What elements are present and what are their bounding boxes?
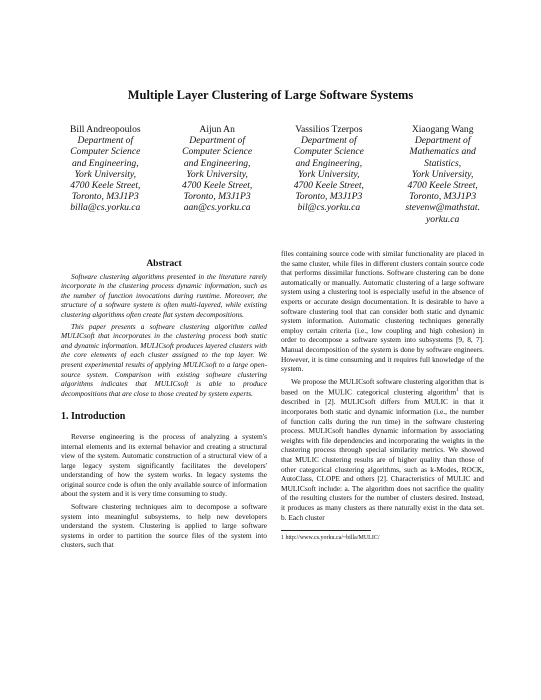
abstract-heading: Abstract bbox=[146, 259, 182, 269]
body-text: that is described in [2]. MULICsoft differs from MULIC in that it incorporates both static and dynamic information (i.e., the number of function calls during the run time) in the software clustering process. MULICsoft handles dynamic information by associating weights with file dependencies and incorporating the weights in the clustering process through special similarity metrics. We showed that MULIC clustering results are of higher quality than those of other categorical clustering algorithms, such as k-Modes, ROCK, AutoClass, CLOPE and others [2]. Characteristics of MULIC and MULICsoft include: a. The algorithm does not sacrifice the quality of the resulting clusters for the number of clusters desired. Instead, it produces as many clusters as there naturally exist in the data set. b. Each cluster bbox=[281, 387, 484, 522]
author-1 bbox=[70, 124, 141, 225]
abstract-paragraph-2: This paper presents a software clustering algorithm called MULICsoft that incorporates in the clustering process both static and dynamic information. MULICsoft produces layered clusters with the core elements of each cluster assigned to the top layer. We present experimental results of applying MULICsoft to a large open-source system. Comparison with existing software clustering algorithms indicates that MULICsoft is able to produce decompositions that are close to those created by system experts. bbox=[61, 321, 267, 398]
author-name: Bill Andreopoulos bbox=[70, 124, 141, 135]
right-column bbox=[281, 249, 484, 542]
abstract-section bbox=[61, 260, 267, 398]
paper-title: Multiple Layer Clustering of Large Software Systems bbox=[127, 88, 414, 102]
author-affiliation: Department of Computer Science and Engineering, York University, 4700 Keele Street, Toronto, M3J1P3 billa@cs.yorku.ca bbox=[70, 135, 141, 214]
body-paragraph-2 bbox=[281, 377, 484, 522]
body-paragraph-1: files containing source code with similar functionality are placed in the same cluster, while files in different clusters contain source code that performs dissimilar functions. Software clustering can be done automatically or manually. Automatic clustering of a large software system using a clustering tool is especially useful in the absence of experts or accurate design documentation. It is desirable to have a software clustering tool that can consider both static and dynamic system information. Automatic clustering techniques generally employ certain criteria (i.e., low coupling and high cohesion) in order to decompose a software system into subsystems [9, 8, 7]. Manual decomposition of the system is done by software engineers. However, it is time consuming and it requires full knowledge of the system. bbox=[281, 249, 484, 374]
footnote-marker: 1 bbox=[456, 388, 459, 394]
author-affiliation: Department of Computer Science and Engineering, York University, 4700 Keele Street, Toronto, M3J1P3 aan@cs.yorku.ca bbox=[182, 135, 253, 214]
footnote: 1 http://www.cs.yorku.ca/~billa/MULIC/ bbox=[281, 535, 380, 542]
intro-paragraph-2: Software clustering techniques aim to decompose a software system into meaningful subsystems, to help new developers understand the system. Clustering is applied to large software systems in order to partition the source files of the system into clusters, such that bbox=[61, 502, 267, 550]
introduction-heading: 1. Introduction bbox=[61, 411, 126, 423]
author-4 bbox=[405, 124, 480, 225]
author-affiliation: Department of Computer Science and Engineering, York University, 4700 Keele Street, Toronto, M3J1P3 bil@cs.yorku.ca bbox=[293, 135, 364, 214]
author-block bbox=[70, 124, 480, 225]
body-text: We propose the MULICsoft software clustering algorithm that is based on the MULIC categorical clustering algorithm bbox=[281, 376, 484, 397]
author-name: Aijun An bbox=[199, 124, 235, 135]
author-2 bbox=[182, 124, 252, 225]
author-name: Vassilios Tzerpos bbox=[295, 124, 363, 135]
author-3 bbox=[294, 124, 364, 225]
left-column bbox=[61, 260, 267, 553]
author-affiliation: Department of Mathematics and Statistics, York University, 4700 Keele Street, Toronto, M3J1P3 stevenw@mathstat. yorku.ca bbox=[405, 135, 480, 225]
abstract-paragraph-1: Software clustering algorithms presented in the literature rarely incorporate in the clustering process dynamic information, such as the number of function invocations during runtime. Moreover, the structure of a software system is often multi-layered, while existing clustering algorithms often create flat system decompositions. bbox=[61, 271, 267, 319]
footnote-divider bbox=[281, 530, 371, 531]
author-name: Xiaogang Wang bbox=[411, 124, 474, 135]
intro-paragraph-1: Reverse engineering is the process of analyzing a system's internal elements and its external behavior and creating a structural view of the system. Automatic construction of a structural view of a large legacy system significantly facilitates the developers' understanding of how the system works. In legacy systems the original source code is often the only available source of information about the system and it is very time consuming to study. bbox=[61, 431, 267, 499]
